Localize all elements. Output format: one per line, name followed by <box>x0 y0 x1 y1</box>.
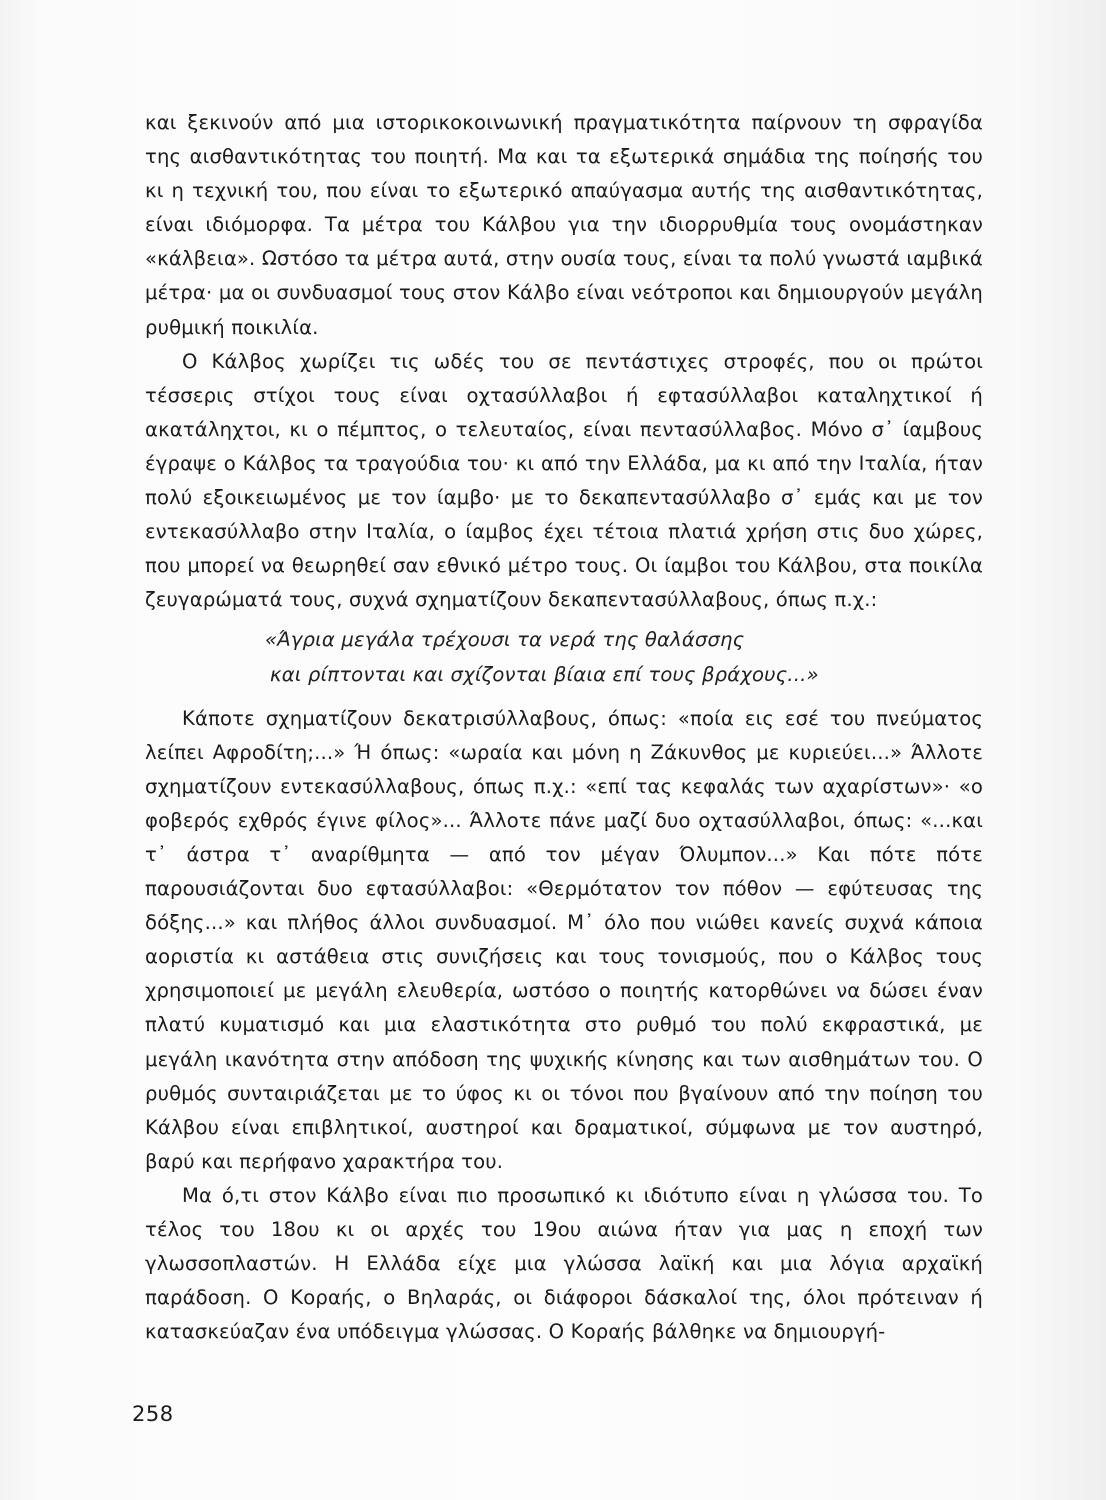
verse-line-1: «Άγρια μεγάλα τρέχουσι τα νερά της θαλάσσης <box>265 628 745 652</box>
page-number: 258 <box>132 1402 174 1426</box>
paragraph-3: Κάποτε σχηματίζουν δεκατρισύλλαβους, όπως: «ποία εις εσέ του πνεύματος λείπει Αφροδίτη;...» Ή όπως: «ωραία και μόνη η Ζάκυνθος με κυριεύει...» Άλλοτε σχηματίζουν εντεκασύλλαβους, όπως π.χ.: «επί τας κεφαλάς των αχαρίστων»· «ο φοβερός εχθρός έγινε φίλος»... Άλλοτε πάνε μαζί δυο οχτασύλλαβοι, όπως: «...και τ᾽ άστρα τ᾽ αναρίθμητα — από τον μέγαν Όλυμπον...» Και πότε πότε παρουσιάζονται δυο εφτασύλλαβοι: «Θερμότατον τον πόθον — εφύτευσας της δόξης...» και πλήθος άλλοι συνδυασμοί. Μ᾽ όλο που νιώθει κανείς συχνά κάποια αοριστία κι αστάθεια στις συνιζήσεις και τους τονισμούς, που ο Κάλβος τους χρησιμοποιεί με μεγάλη ελευθερία, ωστόσο ο ποιητής κατορθώνει να δώσει έναν πλατύ κυματισμό και μια ελαστικότητα στο ρυθμό του πολύ εκφραστικά, με μεγάλη ικανότητα στην απόδοση της ψυχικής κίνησης και των αισθημάτων του. Ο ρυθμός συνταιριάζεται με το ύφος κι οι τόνοι που βγαίνουν από την ποίηση του Κάλβου είναι επιβλητικοί, αυστηροί και δραματικοί, σύμφωνα με τον αυστηρό, βαρύ και περήφανο χαρακτήρα του. <box>145 706 983 1173</box>
body-text <box>145 106 983 1349</box>
paragraph-4: Μα ό,τι στον Κάλβο είναι πιο προσωπικό κι ιδιότυπο είναι η γλώσσα του. Το τέλος του 18ου κι οι αρχές του 19ου αιώνα ήταν για μας η εποχή των γλωσσοπλαστών. Η Ελλάδα είχε μια γλώσσα λαϊκή και μια λόγια αρχαϊκή παράδοση. Ο Κοραής, ο Βηλαράς, οι διάφοροι δάσκαλοί της, όλοι πρότειναν ή κατασκεύαζαν ένα υπόδειγμα γλώσσας. Ο Κοραής βάλθηκε να δημιουργή- <box>145 1183 983 1344</box>
paragraph-2: Ο Κάλβος χωρίζει τις ωδές του σε πεντάστιχες στροφές, που οι πρώτοι τέσσερις στίχοι τους είναι οχτασύλλαβοι ή εφτασύλλαβοι καταληχτικοί ή ακατάληχτοι, κι ο πέμπτος, ο τελευταίος, είναι πεντασύλλαβος. Μόνο σ᾽ ίαμβους έγραψε ο Κάλβος τα τραγούδια του· κι από την Ελλάδα, μα κι από την Ιταλία, ήταν πολύ εξοικειωμένος με τον ίαμβο· με το δεκαπεντασύλλαβο σ᾽ εμάς και με τον εντεκασύλλαβο στην Ιταλία, ο ίαμβος έχει τέτοια πλατιά χρήση στις δυο χώρες, που μπορεί να θεωρηθεί σαν εθνικό μέτρο τους. Οι ίαμβοι του Κάλβου, στα ποικίλα ζευγαρώματά τους, συχνά σχηματίζουν δεκαπεντασύλλαβους, όπως π.χ.: <box>145 349 983 612</box>
verse-quote <box>145 623 983 691</box>
verse-line-2: και ρίπτονται και σχίζονται βίαια επί τους βράχους...» <box>270 662 819 686</box>
paragraph-1: και ξεκινούν από μια ιστορικοκοινωνική πραγματικότητα παίρνουν τη σφραγίδα της αισθαντικότητας του ποιητή. Μα και τα εξωτερικά σημάδια της ποίησής του κι η τεχνική του, που είναι το εξωτερικό απαύγασμα αυτής της αισθαντικότητας, είναι ιδιόμορφα. Τα μέτρα του Κάλβου για την ιδιορρυθμία τους ονομάστηκαν «κάλβεια». Ωστόσο τα μέτρα αυτά, στην ουσία τους, είναι τα πολύ γνωστά ιαμβικά μέτρα· μα οι συνδυασμοί τους στον Κάλβο είναι νεότροποι και δημιουργούν μεγάλη ρυθμική ποικιλία. <box>145 111 983 339</box>
